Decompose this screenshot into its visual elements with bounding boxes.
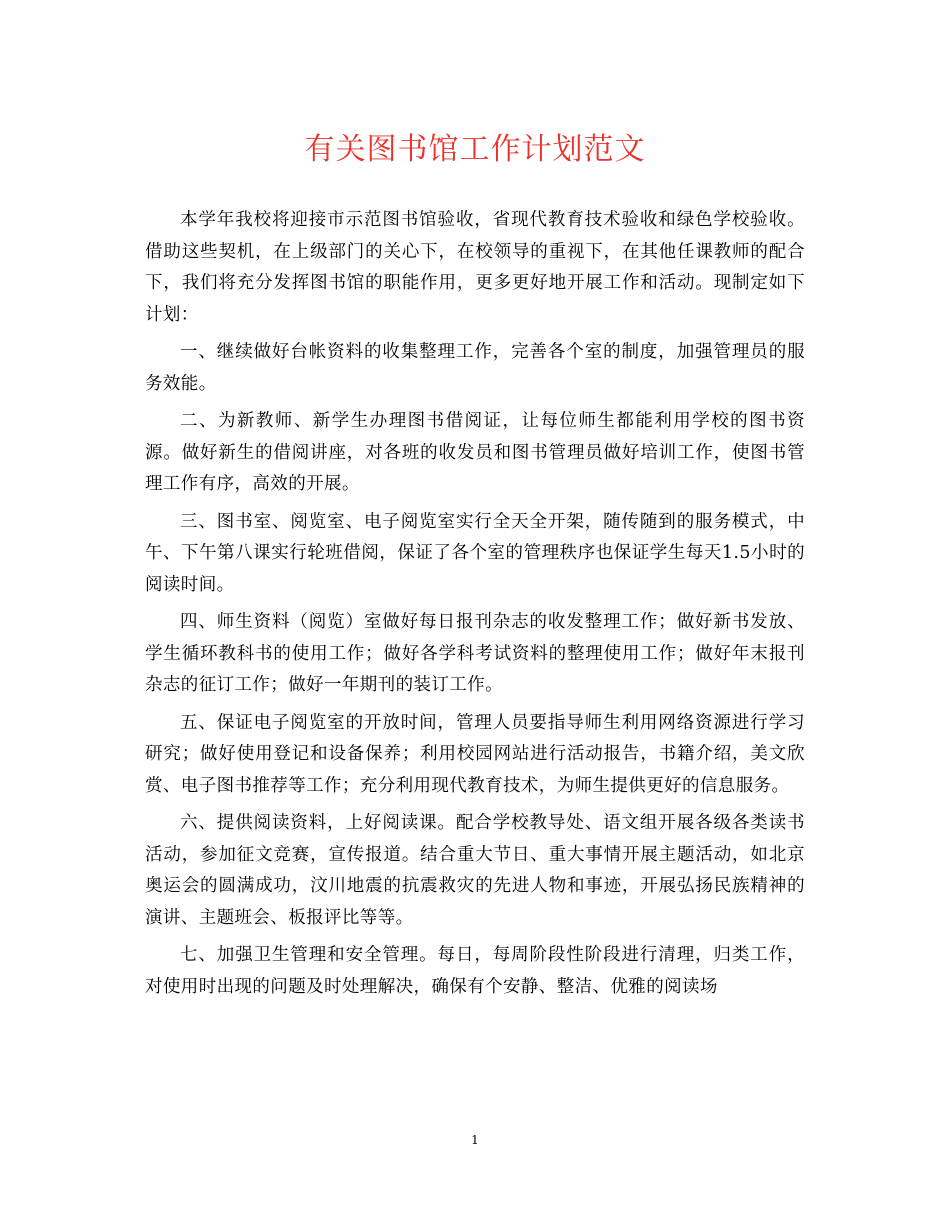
paragraph-item-4: 四、师生资料（阅览）室做好每日报刊杂志的收发整理工作；做好新书发放、学生循环教科书的使用工作；做好各学科考试资料的整理使用工作；做好年末报刊杂志的征订工作；做好一年期刊的装订工作。 (145, 612, 805, 695)
paragraph-item-1: 一、继续做好台帐资料的收集整理工作，完善各个室的制度，加强管理员的服务效能。 (145, 342, 805, 394)
page-number: 1 (471, 1133, 479, 1147)
paragraph-item-2: 二、为新教师、新学生办理图书借阅证，让每位师生都能利用学校的图书资源。做好新生的借阅讲座，对各班的收发员和图书管理员做好培训工作，使图书管理工作有序，高效的开展。 (145, 411, 805, 494)
document-body (145, 205, 805, 1009)
paragraph-item-3: 三、图书室、阅览室、电子阅览室实行全天全开架，随传随到的服务模式，中午、下午第八课实行轮班借阅，保证了各个室的管理秩序也保证学生每天1.5小时的阅读时间。 (145, 511, 805, 595)
document-title: 有关图书馆工作计划范文 (304, 132, 646, 167)
paragraph-item-7: 七、加强卫生管理和安全管理。每日，每周阶段性阶段进行清理，归类工作，对使用时出现的问题及时处理解决，确保有个安静、整洁、优雅的阅读场 (145, 945, 805, 997)
paragraph-intro: 本学年我校将迎接市示范图书馆验收，省现代教育技术验收和绿色学校验收。借助这些契机，在上级部门的关心下，在校领导的重视下，在其他任课教师的配合下，我们将充分发挥图书馆的职能作用，更多更好地开展工作和活动。现制定如下计划： (145, 210, 805, 325)
paragraph-item-6: 六、提供阅读资料，上好阅读课。配合学校教导处、语文组开展各级各类读书活动，参加征文竞赛，宣传报道。结合重大节日、重大事情开展主题活动，如北京奥运会的圆满成功，汶川地震的抗震救灾的先进人物和事迹，开展弘扬民族精神的演讲、主题班会、板报评比等等。 (145, 813, 805, 928)
paragraph-item-5: 五、保证电子阅览室的开放时间，管理人员要指导师生利用网络资源进行学习研究；做好使用登记和设备保养；利用校园网站进行活动报告，书籍介绍，美文欣赏、电子图书推荐等工作；充分利用现代教育技术，为师生提供更好的信息服务。 (145, 712, 805, 796)
